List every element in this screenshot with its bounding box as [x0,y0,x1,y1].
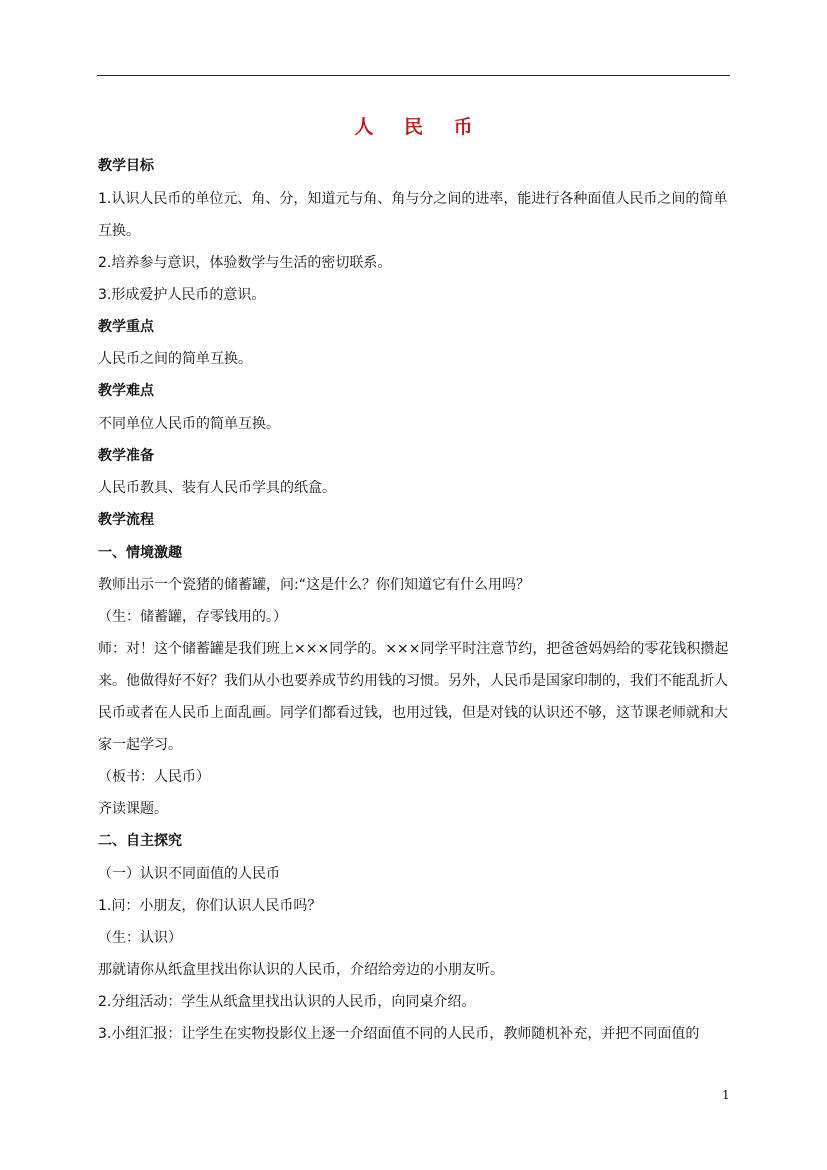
document-body [98,150,732,1050]
paragraph: 师：对！这个储蓄罐是我们班上×××同学的。×××同学平时注意节约，把爸爸妈妈给的零花钱积攒起来。他做得好不好？我们从小也要养成节约用钱的习惯。另外，人民币是国家印制的，我们不能乱折人民币或者在人民币上面乱画。同学们都看过钱，也用过钱，但是对钱的认识还不够，这节课老师就和大家一起学习。 [98,641,729,753]
paragraph: 1.认识人民币的单位元、角、分，知道元与角、角与分之间的进率，能进行各种面值人民币之间的简单互换。 [98,190,728,239]
document-title: 人 民 币 [354,116,485,138]
paragraph: 2.培养参与意识，体验数学与生活的密切联系。 [98,254,392,271]
paragraph: 齐读课题。 [98,801,168,817]
paragraph: 那就请你从纸盒里找出你认识的人民币，介绍给旁边的小朋友听。 [98,961,504,978]
section-heading: 教学目标 [98,158,154,174]
header-rule [97,75,730,76]
section-heading: 一、情境激趣 [98,544,182,561]
paragraph: （板书：人民币） [98,769,210,785]
paragraph: （生：储蓄罐，存零钱用的。） [98,609,287,625]
paragraph: 不同单位人民币的简单互换。 [98,415,280,432]
paragraph: （生：认识） [98,929,182,946]
paragraph: 3.小组汇报：让学生在实物投影仪上逐一介绍面值不同的人民币，教师随机补充，并把不同面值的 [98,1025,700,1042]
section-heading: 教学流程 [98,512,154,528]
paragraph: 3.形成爱护人民币的意识。 [98,286,266,303]
paragraph: 2.分组活动：学生从纸盒里找出认识的人民币，向同桌介绍。 [98,993,476,1010]
paragraph: 教师出示一个瓷猪的储蓄罐，问:“这是什么？你们知道它有什么用吗？ [98,577,530,593]
paragraph: 人民币教具、装有人民币学具的纸盒。 [98,480,336,496]
section-heading: 二、自主探究 [98,833,182,849]
paragraph: 1.问：小朋友，你们认识人民币吗？ [98,897,322,914]
section-heading: 教学难点 [98,383,154,399]
paragraph: 人民币之间的简单互换。 [98,351,252,367]
paragraph: （一）认识不同面值的人民币 [98,865,280,882]
section-heading: 教学准备 [98,447,154,464]
page-number: 1 [722,1088,730,1102]
section-heading: 教学重点 [98,318,154,335]
